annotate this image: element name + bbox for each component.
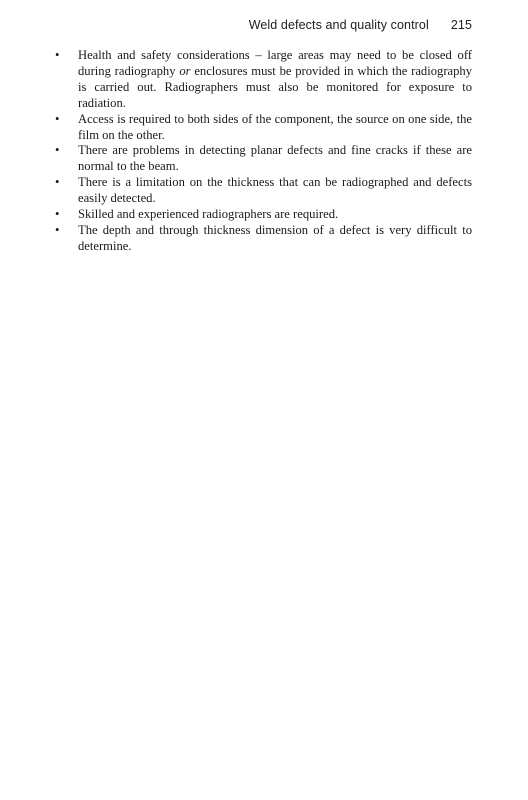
bullet-marker: • xyxy=(55,222,60,237)
list-item-text-part: enclosures must be provided in which the radiography is carried out. Radiographers must also be monitored for exposure to radiation. xyxy=(78,63,473,110)
page-number: 215 xyxy=(450,18,472,32)
bullet-list xyxy=(55,48,472,255)
list-item xyxy=(55,112,472,144)
list-item-text: The depth and through thickness dimension of a defect is very difficult to determine. xyxy=(78,222,472,253)
list-item-text: Skilled and experienced radiographers are required. xyxy=(78,207,339,222)
bullet-marker: • xyxy=(55,175,60,190)
list-item-text: Access is required to both sides of the component, the source on one side, the film on the other. xyxy=(78,111,472,142)
bullet-marker: • xyxy=(55,207,60,222)
bullet-marker: • xyxy=(55,143,60,158)
emphasis-text: or xyxy=(179,63,191,78)
list-item-text: There is a limitation on the thickness that can be radiographed and defects easily detected. xyxy=(78,175,472,206)
running-head xyxy=(249,18,472,32)
list-item-text: There are problems in detecting planar defects and fine cracks if these are normal to the beam. xyxy=(78,143,472,174)
list-item xyxy=(55,48,472,112)
list-item xyxy=(55,207,472,223)
list-item xyxy=(55,175,472,207)
bullet-marker: • xyxy=(55,111,60,126)
list-item-text-part: Health and safety considerations – large areas may need to be closed off during radiography xyxy=(78,48,472,78)
running-head-title: Weld defects and quality control xyxy=(248,18,429,32)
bullet-marker: • xyxy=(55,48,60,62)
list-item xyxy=(55,143,472,175)
list-item xyxy=(55,223,472,255)
list-item-text xyxy=(78,48,472,110)
